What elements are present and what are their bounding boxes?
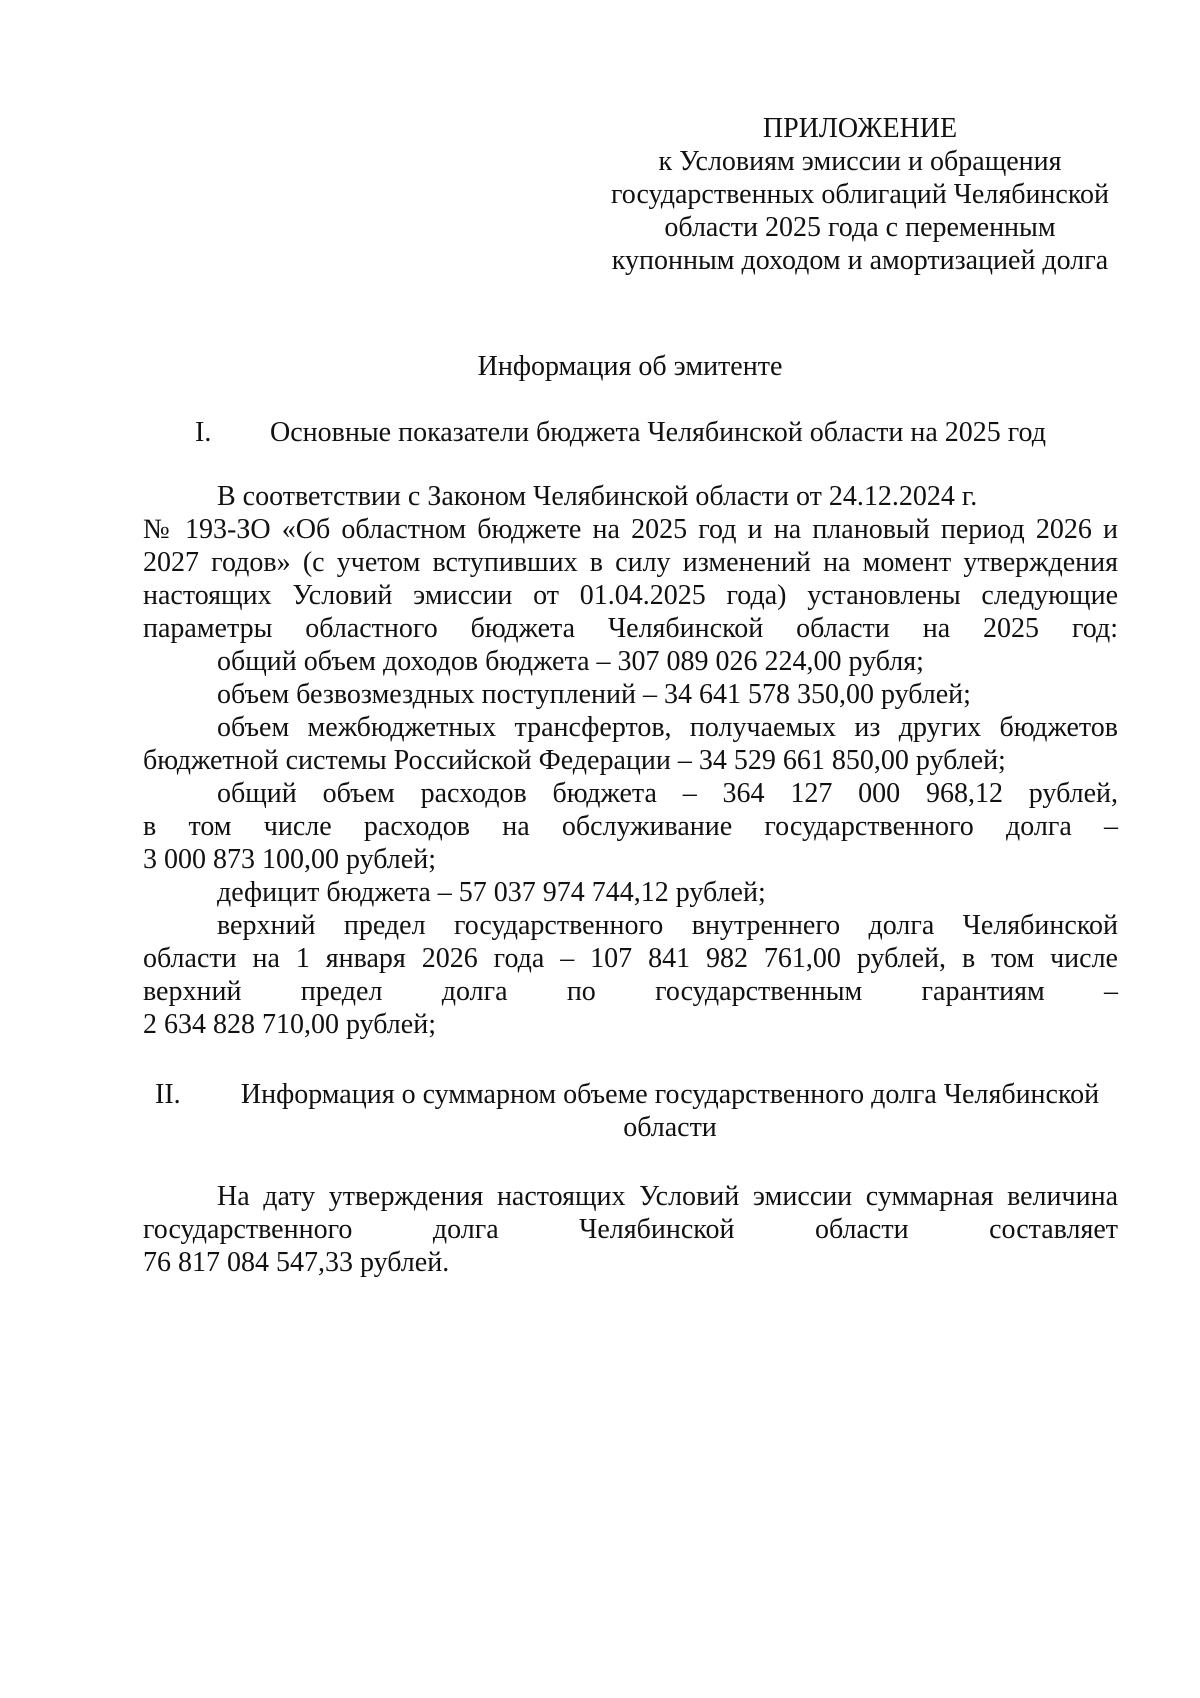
body-line: параметры областного бюджета Челябинской области на 2025 год: (143, 613, 1118, 644)
debt-limit: верхний предел государственного внутреннего долга Челябинской (217, 910, 1118, 941)
section-2-number: II. (155, 1079, 181, 1110)
section-1-body (143, 480, 1118, 1041)
guarantee-limit: верхний предел долга по государственным гарантиям – (143, 976, 1118, 1007)
annex-line: купонным доходом и амортизацией долга (611, 245, 1109, 276)
debt-limit-cont: области на 1 января 2026 года – 107 841 982 761,00 рублей, в том числе (143, 943, 1118, 974)
annex-line: государственных облигаций Челябинской (610, 179, 1110, 210)
body-line: государственного долга Челябинской области составляет (143, 1214, 1118, 1245)
body-line (143, 480, 1118, 513)
body-line: На дату утверждения настоящих Условий эмиссии суммарная величина (217, 1181, 1118, 1212)
total-debt-amount: 76 817 084 547,33 рублей. (143, 1247, 450, 1278)
section-1-title: Основные показатели бюджета Челябинской области на 2025 год (270, 417, 1046, 448)
annex-line: к Условиям эмиссии и обращения (658, 146, 1062, 177)
section-2-title-line: Информация о суммарном объеме государственного долга Челябинской (240, 1079, 1100, 1110)
body-line: настоящих Условий эмиссии от 01.04.2025 года) установлены следующие (143, 580, 1118, 611)
budget-grants: объем безвозмездных поступлений – 34 641 578 350,00 рублей; (217, 679, 971, 710)
budget-deficit: дефицит бюджета – 57 037 974 744,12 рублей; (217, 877, 766, 908)
document-title: Информация об эмитенте (477, 351, 783, 382)
annex-line: области 2025 года с переменным (664, 212, 1056, 243)
budget-transfers: объем межбюджетных трансфертов, получаемых из других бюджетов (217, 712, 1118, 743)
budget-expenses: общий объем расходов бюджета – 364 127 000 968,12 рублей, (217, 778, 1118, 809)
section-2-body (143, 1180, 1118, 1279)
budget-revenue: общий объем доходов бюджета – 307 089 026 224,00 рубля; (217, 646, 924, 677)
section-2-heading (155, 1078, 1115, 1144)
budget-debt-service-amount: 3 000 873 100,00 рублей; (143, 844, 436, 875)
body-text: В соответствии с Законом Челябинской области от 24.12.2024 г. (217, 481, 978, 512)
section-1-heading (195, 416, 1095, 449)
annex-header (590, 112, 1130, 277)
body-line: № 193-ЗО «Об областном бюджете на 2025 год и на плановый период 2026 и (143, 514, 1118, 545)
section-1-number: I. (195, 417, 212, 448)
budget-transfers-cont: бюджетной системы Российской Федерации – 34 529 661 850,00 рублей; (143, 745, 1006, 776)
guarantee-limit-amount: 2 634 828 710,00 рублей; (143, 1009, 436, 1040)
budget-debt-service: в том числе расходов на обслуживание государственного долга – (143, 811, 1118, 842)
body-line: 2027 годов» (с учетом вступивших в силу изменений на момент утверждения (143, 547, 1118, 578)
section-2-title (225, 1078, 1115, 1144)
annex-title: ПРИЛОЖЕНИЕ (762, 113, 958, 144)
section-2-title-line: области (623, 1112, 717, 1143)
